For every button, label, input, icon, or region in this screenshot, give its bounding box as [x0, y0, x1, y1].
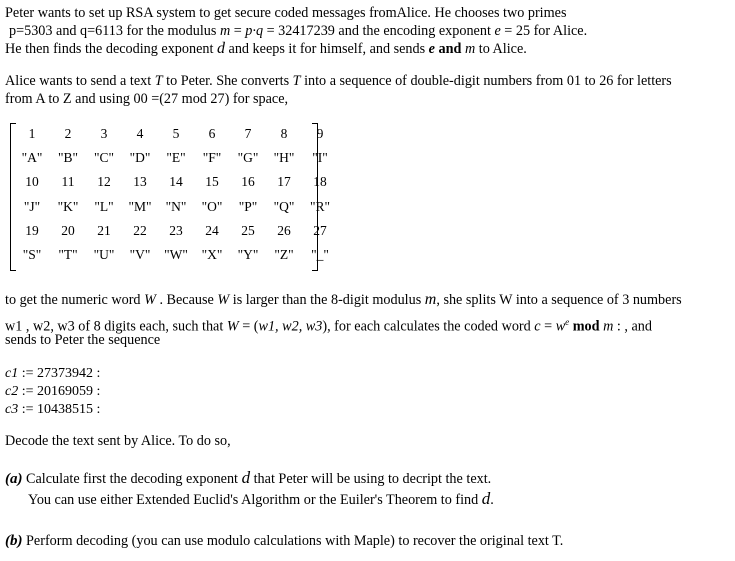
para2-line-2: from A to Z and using 00 =(27 mod 27) for space,: [5, 91, 289, 107]
matrix-cell: 10: [25, 174, 39, 190]
matrix-cell: 4: [136, 126, 144, 141]
matrix-cell: "V": [129, 247, 151, 262]
matrix-cell: "Y": [237, 247, 259, 262]
matrix-cell: "G": [237, 150, 259, 166]
part-a-line-1: (a) Calculate first the decoding exponent d that Peter will be using to decript the text.: [5, 468, 492, 487]
matrix-cell: "Q": [273, 198, 295, 214]
para2-line-1: Alice wants to send a text T to Peter. She converts T into a sequence of double-digit numbers from 01 to 26 for letters: [5, 73, 672, 89]
matrix-cell: 14: [169, 174, 183, 190]
matrix-cell: "M": [128, 198, 152, 214]
matrix-cell: 26: [277, 222, 291, 238]
matrix-cell: "_": [311, 247, 329, 262]
matrix-cell: "S": [22, 247, 42, 262]
part-b-line: (b) Perform decoding (you can use modulo calculations with Maple) to recover the original text T.: [5, 533, 564, 549]
matrix-cell: 24: [205, 222, 219, 238]
code-assignment-c2: [5, 384, 100, 400]
matrix-cell: "A": [21, 150, 43, 166]
matrix-cell: "C": [93, 150, 115, 166]
code-value: := 10438515 :: [18, 402, 101, 417]
matrix-cell: 5: [172, 126, 180, 141]
matrix-cell: "D": [129, 150, 151, 166]
matrix-cell: 23: [169, 222, 183, 238]
matrix-cell: 6: [208, 126, 216, 141]
matrix-cell: "R": [309, 198, 331, 214]
code-variable: c3: [5, 402, 19, 417]
matrix-cell: "L": [94, 198, 114, 214]
matrix-cell: 11: [61, 174, 75, 190]
matrix-cell: "U": [93, 247, 115, 262]
decode-instruction: Decode the text sent by Alice. To do so,: [5, 433, 231, 449]
matrix-cell: "W": [164, 247, 188, 262]
matrix-cell: 25: [241, 222, 255, 238]
code-variable: c1: [5, 366, 19, 381]
matrix-cell: "E": [166, 150, 186, 166]
code-variable: c2: [5, 384, 19, 399]
matrix-cell: "B": [57, 150, 79, 166]
para3-line-3: sends to Peter the sequence: [5, 332, 161, 348]
matrix-cell: 19: [25, 222, 39, 238]
matrix-cell: 2: [64, 126, 72, 141]
matrix-cell: "Z": [274, 247, 294, 262]
matrix-cell: 13: [133, 174, 147, 190]
matrix-cell: 16: [241, 174, 255, 190]
matrix-cell: "X": [201, 247, 223, 262]
matrix-cell: "N": [165, 198, 187, 214]
letter-code-matrix: [10, 121, 331, 271]
matrix-cell: "I": [312, 150, 328, 166]
matrix-cell: "J": [23, 198, 41, 214]
matrix-cell: "T": [58, 247, 78, 262]
matrix-cell: 17: [277, 174, 291, 190]
code-assignment-c3: [5, 402, 100, 418]
code-assignment-c1: [5, 366, 100, 382]
intro-line-2: p=5303 and q=6113 for the modulus m = p·q = 32417239 and the encoding exponent e = 25 for Alice.: [9, 23, 588, 39]
para3-line-2: w1 , w2, w3 of 8 digits each, such that W = (w1, w2, w3), for each calculates the coded word $c = w^e$ mod m : , and: [5, 317, 652, 335]
matrix-cell: 22: [133, 222, 147, 238]
matrix-cell: "F": [202, 150, 222, 166]
part-a-line-2: You can use either Extended Euclid's Algorithm or the Euiler's Theorem to find d.: [28, 489, 494, 508]
matrix-cell: "H": [273, 150, 295, 166]
matrix-cell: 21: [97, 222, 111, 238]
matrix-cell: "P": [238, 198, 258, 214]
matrix-cell: 12: [97, 174, 111, 190]
intro-line-3: He then finds the decoding exponent d and keeps it for himself, and sends e and m to Alice.: [5, 40, 527, 57]
matrix-cell: 3: [100, 126, 108, 141]
intro-line-1: Peter wants to set up RSA system to get secure coded messages fromAlice. He chooses two primes: [5, 5, 567, 21]
matrix-cell: 20: [61, 222, 75, 238]
matrix-cell: 18: [313, 174, 327, 190]
matrix-cell: 27: [313, 222, 327, 238]
matrix-cell: 7: [244, 126, 252, 141]
matrix-cell: 8: [280, 126, 288, 141]
matrix-cell: 9: [316, 126, 324, 141]
matrix-cell: 15: [205, 174, 219, 190]
matrix-cell: "K": [57, 198, 79, 214]
matrix-cell: "O": [201, 198, 223, 214]
para3-line-1: to get the numeric word W . Because W is larger than the 8-digit modulus m, she splits W into a sequence of 3 numbers: [5, 291, 682, 308]
code-value: := 27373942 :: [18, 366, 101, 381]
matrix-cell: 1: [28, 126, 36, 141]
code-value: := 20169059 :: [18, 384, 101, 399]
